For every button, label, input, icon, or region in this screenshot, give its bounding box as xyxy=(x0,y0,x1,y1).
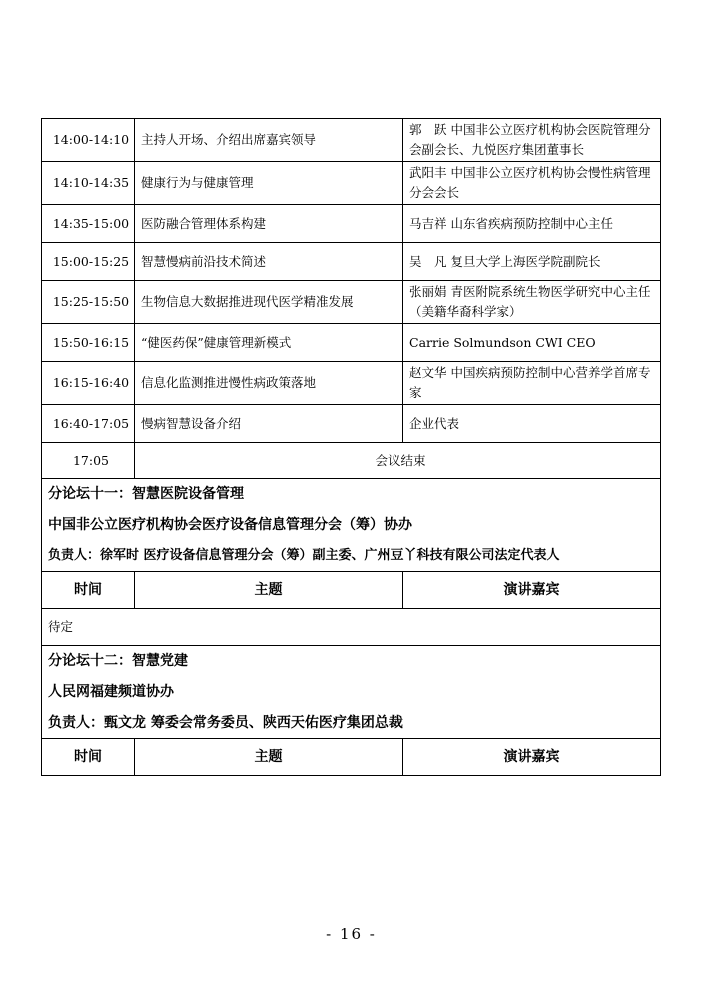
schedule-row xyxy=(42,205,661,243)
closing-row xyxy=(42,443,661,479)
forum12-organizer: 人民网福建频道协办 xyxy=(48,684,174,700)
topic-cell: 医防融合管理体系构建 xyxy=(135,205,403,243)
time-cell: 16:40-17:05 xyxy=(42,405,135,443)
schedule-row xyxy=(42,243,661,281)
forum11-title: 分论坛十一：智慧医院设备管理 xyxy=(48,486,244,502)
schedule-table xyxy=(41,118,661,776)
topic-cell: 智慧慢病前沿技术简述 xyxy=(135,243,403,281)
forum11-header-row xyxy=(42,572,661,609)
forum12-lead: 负责人：甄文龙 筹委会常务委员、陕西天佑医疗集团总裁 xyxy=(48,715,403,731)
forum11-info-row xyxy=(42,479,661,572)
header-time: 时间 xyxy=(42,739,135,776)
forum12-info-row xyxy=(42,646,661,739)
forum12-header-row xyxy=(42,739,661,776)
forum11-organizer: 中国非公立医疗机构协会医疗设备信息管理分会（筹）协办 xyxy=(48,517,412,533)
closing-text: 会议结束 xyxy=(135,443,661,479)
schedule-row xyxy=(42,362,661,405)
schedule-row xyxy=(42,324,661,362)
pending-text: 待定 xyxy=(42,609,661,646)
time-cell: 16:15-16:40 xyxy=(42,362,135,405)
speaker-cell: 赵文华 中国疾病预防控制中心营养学首席专家 xyxy=(403,362,661,405)
forum11-info xyxy=(42,479,661,572)
schedule-row xyxy=(42,162,661,205)
time-cell: 14:35-15:00 xyxy=(42,205,135,243)
topic-cell: “健医药保”健康管理新模式 xyxy=(135,324,403,362)
closing-time: 17:05 xyxy=(42,443,135,479)
speaker-cell: Carrie Solmundson CWI CEO xyxy=(403,324,661,362)
topic-cell: 健康行为与健康管理 xyxy=(135,162,403,205)
schedule-row xyxy=(42,119,661,162)
time-cell: 15:25-15:50 xyxy=(42,281,135,324)
time-cell: 15:50-16:15 xyxy=(42,324,135,362)
forum11-lead: 负责人：徐军时 医疗设备信息管理分会（筹）副主委、广州豆丫科技有限公司法定代表人 xyxy=(48,548,560,563)
speaker-cell: 武阳丰 中国非公立医疗机构协会慢性病管理分会会长 xyxy=(403,162,661,205)
time-cell: 15:00-15:25 xyxy=(42,243,135,281)
topic-cell: 信息化监测推进慢性病政策落地 xyxy=(135,362,403,405)
time-cell: 14:10-14:35 xyxy=(42,162,135,205)
speaker-cell: 吴 凡 复旦大学上海医学院副院长 xyxy=(403,243,661,281)
speaker-cell: 张丽娟 青医附院系统生物医学研究中心主任（美籍华裔科学家） xyxy=(403,281,661,324)
speaker-cell: 企业代表 xyxy=(403,405,661,443)
header-speaker: 演讲嘉宾 xyxy=(403,572,661,609)
header-topic: 主题 xyxy=(135,572,403,609)
page-number: - 16 - xyxy=(326,925,377,943)
forum12-title: 分论坛十二：智慧党建 xyxy=(48,653,188,669)
topic-cell: 生物信息大数据推进现代医学精准发展 xyxy=(135,281,403,324)
topic-cell: 慢病智慧设备介绍 xyxy=(135,405,403,443)
topic-cell: 主持人开场、介绍出席嘉宾领导 xyxy=(135,119,403,162)
header-time: 时间 xyxy=(42,572,135,609)
speaker-cell: 郭 跃 中国非公立医疗机构协会医院管理分会副会长、九悦医疗集团董事长 xyxy=(403,119,661,162)
speaker-cell: 马吉祥 山东省疾病预防控制中心主任 xyxy=(403,205,661,243)
time-cell: 14:00-14:10 xyxy=(42,119,135,162)
header-speaker: 演讲嘉宾 xyxy=(403,739,661,776)
header-topic: 主题 xyxy=(135,739,403,776)
schedule-row xyxy=(42,281,661,324)
schedule-row xyxy=(42,405,661,443)
forum11-pending-row xyxy=(42,609,661,646)
forum12-info xyxy=(42,646,661,739)
